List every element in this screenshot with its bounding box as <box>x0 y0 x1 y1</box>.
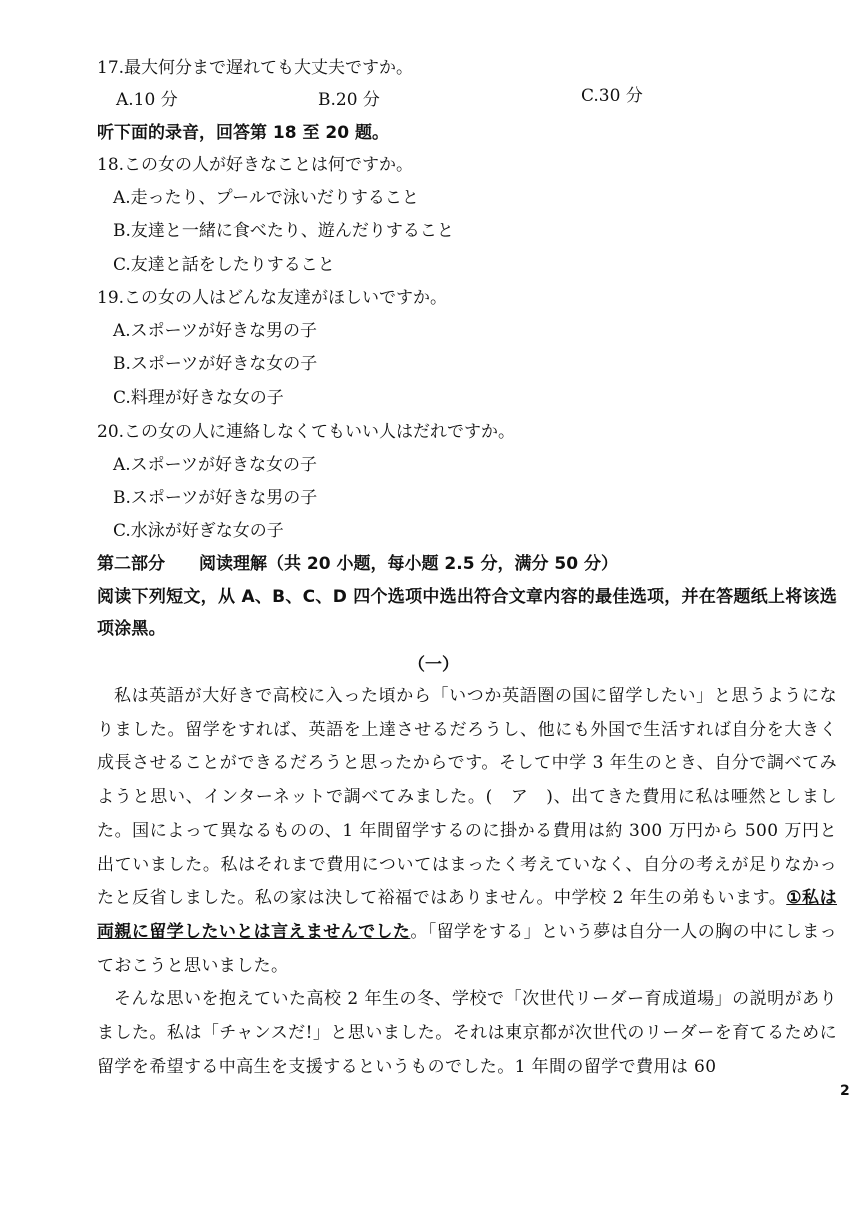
q17-option-a: A.10 分 <box>116 90 178 110</box>
q17-option-c: C.30 分 <box>581 86 643 106</box>
passage-paragraph-2: そんな思いを抱えていた高校 2 年生の冬、学校で「次世代リーダー育成道場」の説明がありました。私は「チャンスだ!」と思いました。それは東京都が次世代のリーダーを育てるために留学を希望する中高生を支援するというものでした。1 年間の留学で費用は 60 <box>97 989 837 1077</box>
q17-question: 17.最大何分まで遅れても大丈夫ですか。 <box>97 58 414 78</box>
q19-option-a: A.スポーツが好きな男の子 <box>113 321 318 341</box>
part2-instruction: 阅读下列短文，从 A、B、C、D 四个选项中选出符合文章内容的最佳选项，并在答题纸上将该选项涂黑。 <box>97 587 837 639</box>
q19-question: 19.この女の人はどんな友達がほしいですか。 <box>97 288 448 308</box>
q18-option-a: A.走ったり、プールで泳いだりすること <box>113 188 419 208</box>
q18-question: 18.この女の人が好きなことは何ですか。 <box>97 155 414 175</box>
q18-option-b: B.友達と一緒に食べたり、遊んだりすること <box>113 221 454 241</box>
q17-option-b: B.20 分 <box>318 90 380 110</box>
q19-option-c: C.料理が好きな女の子 <box>113 388 284 408</box>
q20-option-c: C.水泳が好ぎな女の子 <box>113 521 284 541</box>
q20-option-b: B.スポーツが好きな男の子 <box>113 488 318 508</box>
q20-question: 20.この女の人に連絡しなくてもいい人はだれですか。 <box>97 422 516 442</box>
instruction-18-20: 听下面的录音，回答第 18 至 20 题。 <box>97 123 389 143</box>
q20-option-a: A.スポーツが好きな女の子 <box>113 455 318 475</box>
passage-p1-text-b: 。「留学をする」という夢は自分一人の胸の中にしまっておこうと思いました。 <box>97 921 837 976</box>
section-number: （一） <box>408 655 459 675</box>
passage-p1-text-a: 私は英語が大好きで高校に入った頃から「いつか英語圏の国に留学したい」と思うようになりました。留学をすれば、英語を上達させるだろうし、他にも外国で生活すれば自分を大きく成長させることができるだろうと思ったからです。そして中学 3 年生のとき、自分で調べてみようと思い、インターネットで調べてみました。( ア )、出てきた費用に私は唖然としました。国によって異なるものの、1 年間留学するのに掛かる費用は約 300 万円から 500 万円と出ていました。私はそれまで費用についてはまったく考えていなく、自分の考えが足りなかったと反省しました。私の家は決して裕福ではありません。中学校 2 年生の弟もいます。 <box>97 686 837 909</box>
q18-option-c: C.友達と話をしたりすること <box>113 255 335 275</box>
underlined-sentence-1: ①私は両親に留学したいとは言えませんでした <box>97 888 837 942</box>
page-number: 2 <box>840 1083 850 1099</box>
passage <box>97 680 837 1084</box>
q19-option-b: B.スポーツが好きな女の子 <box>113 354 318 374</box>
part2-heading: 第二部分 阅读理解（共 20 小题，每小题 2.5 分，满分 50 分） <box>97 554 618 574</box>
passage-paragraph-1 <box>97 680 837 983</box>
